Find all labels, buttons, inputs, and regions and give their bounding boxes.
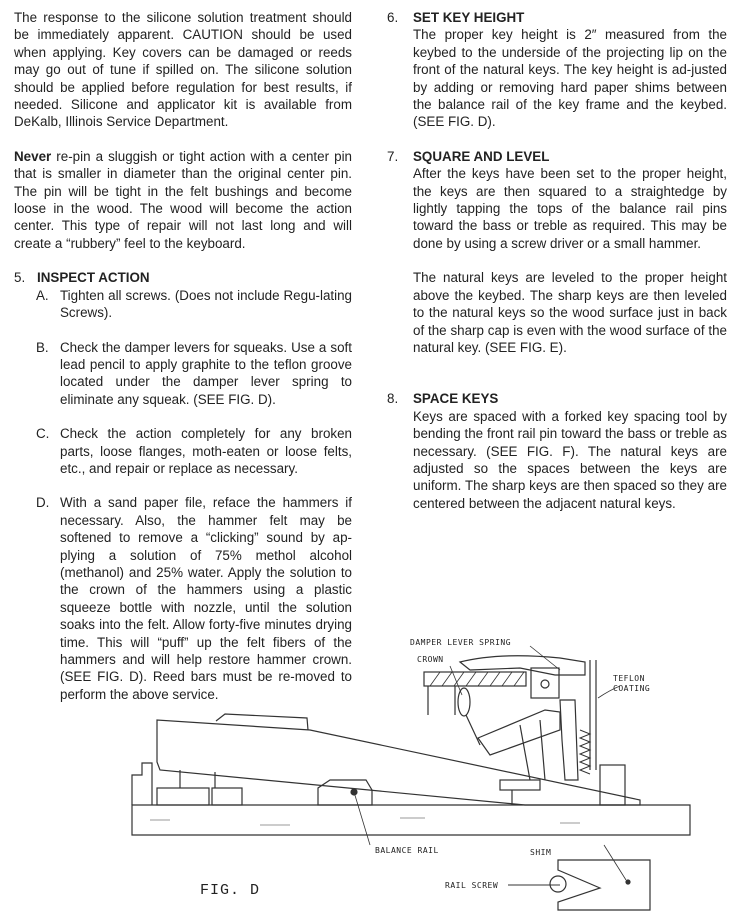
section-7-text-2: The natural keys are leveled to the proper height above the keybed. The sharp keys are then leveled to the natural keys so the wood surface just in back of the sharp cap is even with the wood surface of the natural key. (SEE FIG. E). [413,270,727,355]
section-title: SPACE KEYS [413,391,499,407]
section-number: 8. [387,391,399,407]
section-5-heading [14,269,352,286]
list-item [14,425,352,477]
item-text: Check the action completely for any broken parts, loose flanges, moth-eaten or loose felts, etc., and repair or replace as necessary. [60,426,352,476]
item-label: B. [36,339,49,355]
repin-text: re-pin a sluggish or tight action with a center pin that is smaller in diameter than the original center pin. The pin will be tight in the felt bushings and become loose in the wood. The wood will become the action center. This type of repair will not last long and will create a “rubbery” feel to the keyboard. [14,148,352,251]
section-7-text-1: After the keys have been set to the proper height, the keys are then squared to a straightedge by lightly tapping the tops of the balance rail pins toward the bass or treble as required. This may be done by using a screw driver or a small hammer. [413,166,727,251]
item-label: C. [36,426,50,442]
left-column [14,9,352,703]
section-title: INSPECT ACTION [37,270,150,286]
item-text: With a sand paper file, reface the hammers if necessary. Also, the hammer felt may be softened to remove a “clicking” sound by ap-plying a solution of 75% methol alcohol (methanol) and 25% water. Apply the solution to the crown of the hammers using a plastic squeeze bottle with nozzle, until the solution soaks into the felt. Allow forty-five minutes drying time. This will “puff” up the felt fibers of the hammers and will help restore hammer crown. (SEE FIG. D). Reed bars must be re-moved to perform the above service. [60,495,352,702]
key-cap [216,714,308,730]
section-title: SET KEY HEIGHT [413,10,525,25]
piano-action-diagram [0,620,742,919]
mid-rail [212,788,242,805]
jack [520,720,545,780]
list-item [14,287,352,322]
section-number: 5. [14,270,26,286]
front-rail [157,788,209,805]
item-text: Tighten all screws. (Does not include Regu-lating Screws). [60,287,352,321]
section-8-heading [387,390,727,407]
figure-caption: FIG. D [200,882,261,899]
section-7-heading [387,148,727,165]
section-6-heading [387,9,727,26]
label-balance-rail: BALANCE RAIL [375,846,439,855]
rail-screw-hole [550,876,566,892]
section-8-text: Keys are spaced with a forked key spacing tool by bending the front rail pin toward the bass or treble as necessary. (SEE FIG. F). The natural keys are adjusted so the spaces between the keys are uniform. The sharp keys are then spaced so they are centered between the adjacent natural keys. [413,408,727,511]
label-crown: CROWN [417,655,444,664]
label-shim: SHIM [530,848,552,857]
figure-d [0,620,742,919]
item-text: Check the damper levers for squeaks. Use a soft lead pencil to apply graphite to the teflon groove located under the damper lever spring to eliminate any squeak. (SEE FIG. D). [60,339,352,407]
return-spring [580,730,590,774]
action-bracket [560,700,578,780]
label-rail-screw: RAIL SCREW [445,881,499,890]
section-6-text: The proper key height is 2″ measured from the keybed to the underside of the projecting lip on the front of the natural keys. The key height is ad-justed by adding or removing hard paper shims between the balance rail of the key frame and the keybed. (SEE FIG. D). [413,27,727,130]
label-teflon: TEFLON [613,674,645,683]
key [157,720,640,805]
balance-rail [318,780,372,805]
silicone-paragraph: The response to the silicone solution treatment should be immediately apparent. CAUTION should be used when applying. Key covers can be damaged or reeds may go out of tune if spilled on. The silicone solution should be applied before regulation for best results, if needed. Silicone and applicator kit is available from DeKalb, Illinois Service Department. [14,10,352,130]
section-number: 7. [387,148,399,164]
right-column [387,9,727,512]
wippen [478,710,560,755]
never-emphasis: Never [14,148,52,164]
list-item [14,339,352,409]
section-number: 6. [387,10,399,25]
item-label: A. [36,287,49,303]
section-title: SQUARE AND LEVEL [413,148,550,164]
shim-detail [558,860,650,910]
label-coating: COATING [613,684,651,693]
hammer-crown [458,688,470,716]
item-label: D. [36,495,50,511]
repin-paragraph [14,148,352,252]
back-block [600,765,625,805]
front-rail-block [132,763,152,805]
label-damper-lever-spring: DAMPER LEVER SPRING [410,638,512,647]
keybed [132,805,690,835]
